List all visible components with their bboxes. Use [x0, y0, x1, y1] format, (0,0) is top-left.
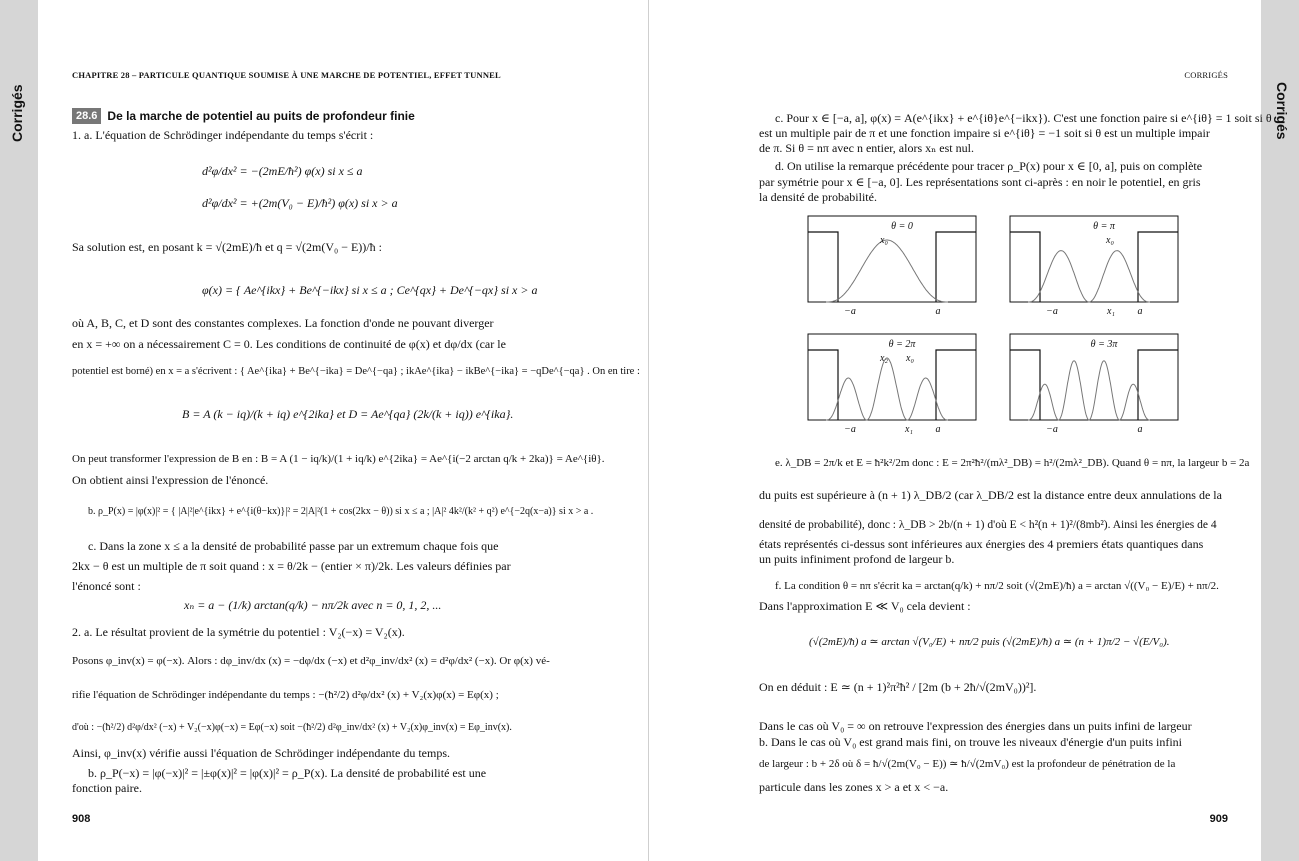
running-head: CHAPITRE 28 – PARTICULE QUANTIQUE SOUMISE À UNE MARCHE DE POTENTIEL, EFFET TUNNEL	[72, 70, 501, 80]
equation: xₙ = a − (1/k) arctan(q/k) − nπ/2k avec n = 0, 1, 2, ...	[184, 598, 442, 612]
text-line: On en déduit : E ≃ (n + 1)²π²ħ² / [2m (b + 2ħ/√(2mV₀))²].	[759, 680, 1037, 694]
density-plot-theta-3pi	[1008, 332, 1182, 438]
text-line: potentiel est borné) en x = a s'écrivent : { Ae^{ika} + Be^{−ika} = De^{−qa} ; ikAe^{ika} − ikBe^{−ika} = −qDe^{−qa} . On en tire :	[72, 366, 640, 377]
running-head: CORRIGÉS	[1184, 70, 1228, 80]
extremum-label: x₀	[1106, 235, 1114, 246]
page-gutter	[648, 0, 649, 861]
equation: φ(x) = { Ae^{ikx} + Be^{−ikx} si x ≤ a ; Ce^{qx} + De^{−qx} si x > a	[202, 283, 538, 297]
text-line: e. λ_DB = 2π/k et E = ħ²k²/2m donc : E = 2π²ħ²/(mλ²_DB) = h²/(2mλ²_DB). Quand θ = nπ, la largeur b = 2a	[775, 457, 1250, 469]
text-line: est un multiple pair de π et une fonction impaire si e^{iθ} = −1 soit si θ est un multiple impair	[759, 126, 1210, 140]
axis-label: −a	[1046, 306, 1058, 317]
section-number: 28.6	[72, 108, 101, 124]
page-number: 909	[1209, 813, 1228, 825]
text-line: d. On utilise la remarque précédente pour tracer ρ_P(x) pour x ∈ [0, a], puis on complète	[775, 159, 1203, 173]
text-line: 2. a. Le résultat provient de la symétrie du potentiel : V₂(−x) = V₂(x).	[72, 625, 405, 639]
extremum-label: x₀	[880, 235, 888, 246]
density-curve	[826, 358, 948, 420]
equation: (√(2mE)/ħ) a ≃ arctan √(V₀/E) + nπ/2 puis (√(2mE)/ħ) a ≃ (n + 1)π/2 − √(E/V₀).	[809, 636, 1170, 648]
text-line: On peut transformer l'expression de B en : B = A (1 − iq/k)/(1 + iq/k) e^{2ika} = Ae^{i(−2 arctan q/k + 2ka)} = Ae^{iθ}.	[72, 453, 605, 465]
text-line: Dans l'approximation E ≪ V₀ cela devient :	[759, 599, 971, 613]
axis-label: x₁	[1107, 306, 1115, 317]
text-line: Posons φ_inv(x) = φ(−x). Alors : dφ_inv/dx (x) = −dφ/dx (−x) et d²φ_inv/dx² (x) = d²φ/dx² (−x). Or φ(x) vé-	[72, 655, 550, 667]
text-line: c. Pour x ∈ [−a, a], φ(x) = A(e^{ikx} + e^{iθ}e^{−ikx}). C'est une fonction paire si e^{iθ} = 1 soit si θ	[775, 111, 1272, 125]
axis-label: −a	[844, 424, 856, 435]
text-line: On obtient ainsi l'expression de l'énoncé.	[72, 473, 269, 487]
theta-label: θ = 0	[891, 221, 913, 232]
text-line: f. La condition θ = nπ s'écrit ka = arctan(q/k) + nπ/2 soit (√(2mE)/ħ) a = arctan √((V₀ − E)/E) + nπ/2.	[775, 580, 1219, 592]
left-page	[72, 0, 640, 861]
extremum-label: x₀	[906, 353, 914, 364]
density-curve	[826, 240, 948, 302]
text-line: 2kx − θ est un multiple de π soit quand : x = θ/2k − (entier × π)/2k. Les valeurs définies par	[72, 559, 511, 573]
text-line: b. ρ_P(x) = |φ(x)|² = { |A|²|e^{ikx} + e^{i(θ−kx)}|² = 2|A|²(1 + cos(2kx − θ)) si x ≤ a ; |A|² 4k²/(k² + q²) e^{−2q(x−a)} si x > a .	[88, 506, 594, 517]
equation: d²φ/dx² = −(2mE/ħ²) φ(x) si x ≤ a	[202, 164, 363, 178]
text-line: b. Dans le cas où V₀ est grand mais fini, on trouve les niveaux d'énergie d'un puits infini	[759, 735, 1182, 749]
side-tab-right	[1261, 0, 1299, 861]
axis-label: a	[935, 424, 941, 435]
axis-label: −a	[844, 306, 856, 317]
density-plot-theta-pi	[1008, 214, 1182, 320]
text-line: Dans le cas où V₀ = ∞ on retrouve l'expression des énergies dans un puits infini de largeur	[759, 719, 1192, 733]
text-line: Sa solution est, en posant k = √(2mE)/ħ et q = √(2m(V₀ − E))/ħ :	[72, 240, 382, 254]
density-curve	[1028, 251, 1150, 302]
page-number: 908	[72, 813, 91, 825]
text-line: la densité de probabilité.	[759, 190, 877, 204]
text-line: densité de probabilité), donc : λ_DB > 2b/(n + 1) d'où E < h²(n + 1)²/(8mb²). Ainsi les énergies de 4	[759, 519, 1217, 531]
text-line: un puits infiniment profond de largeur b.	[759, 552, 955, 566]
section-title: De la marche de potentiel au puits de profondeur finie	[107, 109, 415, 123]
potential-curve	[808, 232, 976, 302]
theta-label: θ = 2π	[888, 339, 916, 350]
density-curve	[1028, 361, 1150, 420]
text-line: rifie l'équation de Schrödinger indépendante du temps : −(ħ²/2) d²φ/dx² (x) + V₂(x)φ(x) = Eφ(x) ;	[72, 689, 499, 701]
text-line: Ainsi, φ_inv(x) vérifie aussi l'équation de Schrödinger indépendante du temps.	[72, 746, 450, 760]
axis-label: a	[935, 306, 941, 317]
equation: B = A (k − iq)/(k + iq) e^{2ika} et D = Ae^{qa} (2k/(k + iq)) e^{ika}.	[182, 407, 514, 421]
text-line: du puits est supérieure à (n + 1) λ_DB/2 (car λ_DB/2 est la distance entre deux annulations de la	[759, 488, 1222, 502]
text-line: particule dans les zones x > a et x < −a.	[759, 780, 949, 794]
text-line: b. ρ_P(−x) = |φ(−x)|² = |±φ(x)|² = |φ(x)|² = ρ_P(x). La densité de probabilité est une	[88, 766, 487, 780]
axis-label: a	[1137, 424, 1143, 435]
potential-curve	[1010, 232, 1178, 302]
density-plot-theta-2pi	[806, 332, 980, 438]
section-heading	[72, 108, 415, 124]
text-line: états représentés ci-dessus sont inférieures aux énergies des 4 premiers états quantiques dans	[759, 537, 1204, 551]
text-line: de π. Si θ = nπ avec n entier, alors xₙ est nul.	[759, 141, 974, 155]
side-tab-label: Corrigés	[1274, 82, 1290, 140]
density-plot-theta-0	[806, 214, 980, 320]
right-page	[759, 0, 1272, 861]
side-tab-left	[0, 0, 38, 861]
extremum-label: x₂	[880, 353, 888, 364]
text-line: fonction paire.	[72, 781, 142, 795]
text-line: en x = +∞ on a nécessairement C = 0. Les conditions de continuité de φ(x) et dφ/dx (car le	[72, 337, 506, 351]
axis-label: x₁	[905, 424, 913, 435]
theta-label: θ = 3π	[1090, 339, 1118, 350]
axis-label: −a	[1046, 424, 1058, 435]
text-line: c. Dans la zone x ≤ a la densité de probabilité passe par un extremum chaque fois que	[88, 539, 499, 553]
equation: d²φ/dx² = +(2m(V₀ − E)/ħ²) φ(x) si x > a	[202, 196, 398, 210]
text-line: par symétrie pour x ∈ [−a, 0]. Les représentations sont ci-après : en noir le potentiel, en gris	[759, 175, 1201, 189]
text-line: d'où : −(ħ²/2) d²φ/dx² (−x) + V₂(−x)φ(−x) = Eφ(−x) soit −(ħ²/2) d²φ_inv/dx² (x) + V₂(x)φ_inv(x) = Eφ_inv(x).	[72, 722, 512, 733]
text-line: de largeur : b + 2δ où δ = ħ/√(2m(V₀ − E)) ≃ ħ/√(2mV₀) est la profondeur de pénétration de la	[759, 758, 1176, 770]
text-line: l'énoncé sont :	[72, 579, 141, 593]
text-line: 1. a. L'équation de Schrödinger indépendante du temps s'écrit :	[72, 128, 374, 142]
axis-label: a	[1137, 306, 1143, 317]
side-tab-label: Corrigés	[9, 84, 25, 142]
text-line: où A, B, C, et D sont des constantes complexes. La fonction d'onde ne pouvant diverger	[72, 316, 494, 330]
theta-label: θ = π	[1093, 221, 1115, 232]
potential-curve	[808, 350, 976, 420]
